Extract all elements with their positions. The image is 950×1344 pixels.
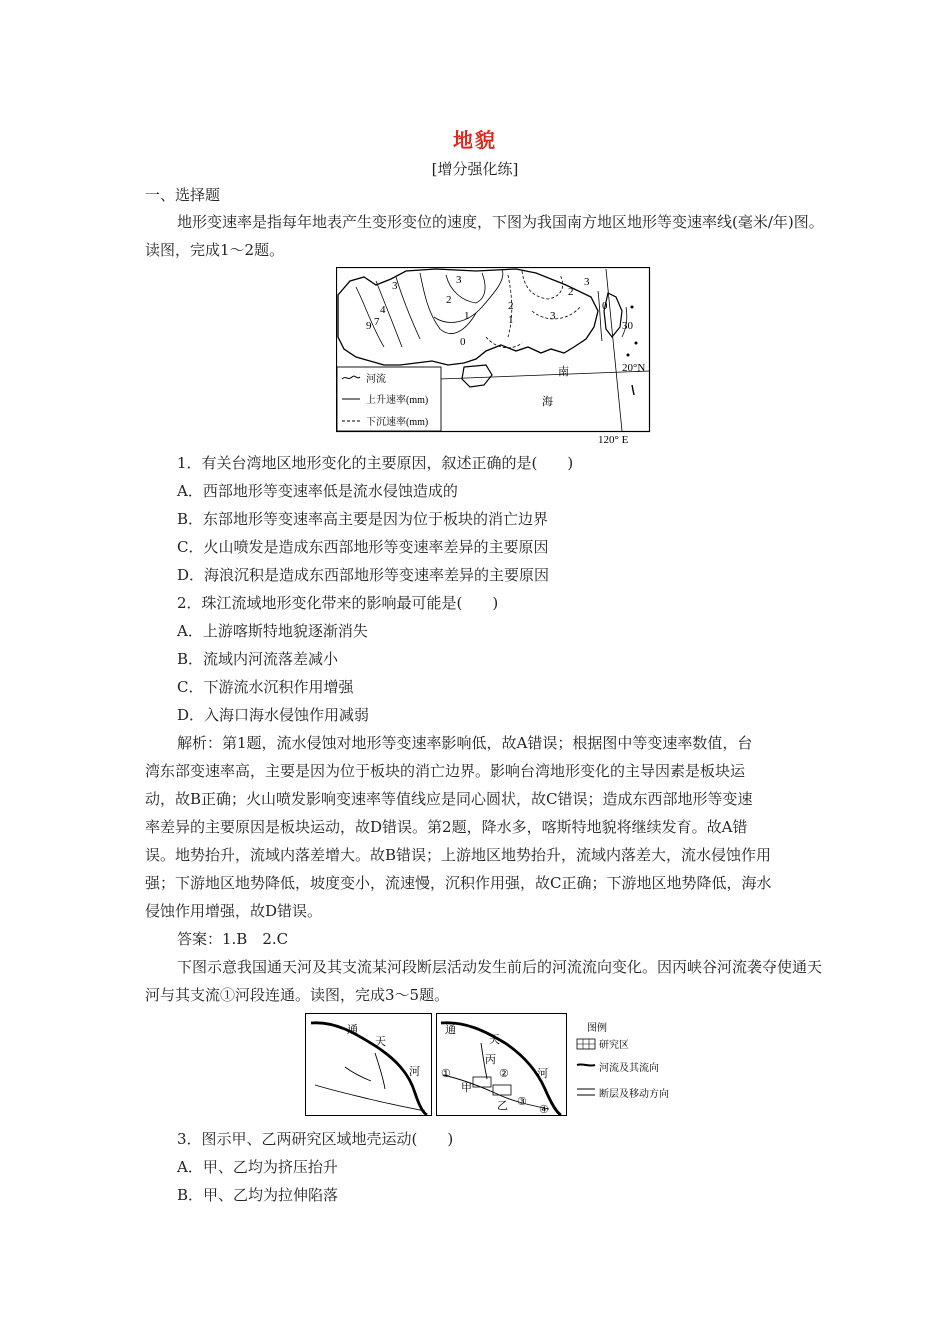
question-3-stem: 3．图示甲、乙两研究区域地壳运动( ) bbox=[177, 1130, 454, 1148]
contour-label: 7 bbox=[374, 316, 380, 328]
deformation-rate-map bbox=[336, 267, 652, 445]
sea-label: 海 bbox=[542, 396, 553, 408]
area-label: 丙 bbox=[485, 1054, 496, 1066]
analysis-line: 解析：第1题，流水侵蚀对地形等变速率影响低，故A错误；根据图中等变速率数值，台 bbox=[177, 734, 753, 752]
answer-line: 答案：1.B 2.C bbox=[177, 930, 289, 948]
contour-label: 3 bbox=[456, 274, 462, 286]
analysis-line: 侵蚀作用增强，故D错误。 bbox=[145, 902, 323, 920]
circled-number: ④ bbox=[539, 1104, 549, 1116]
question-1-option: D．海浪沉积是造成东西部地形等变速率差异的主要原因 bbox=[177, 566, 550, 584]
question-2-option: B．流域内河流落差减小 bbox=[177, 650, 339, 668]
question-1-option: B．东部地形等变速率高主要是因为位于板块的消亡边界 bbox=[177, 510, 549, 528]
legend-study-label: 研究区 bbox=[599, 1040, 629, 1051]
question-1-option: C．火山喷发是造成东西部地形等变速率差异的主要原因 bbox=[177, 538, 549, 556]
legend-fault-label: 断层及移动方向 bbox=[599, 1089, 669, 1100]
contour-label: 1 bbox=[464, 310, 470, 322]
contour-label: 4 bbox=[380, 304, 386, 316]
small-island bbox=[631, 306, 634, 309]
contour-label: 2 bbox=[446, 294, 452, 306]
contour-label: 3 bbox=[550, 310, 556, 322]
legend-river-symbol bbox=[577, 1064, 595, 1065]
contour-label: 3 bbox=[392, 280, 398, 292]
question-1-stem: 1．有关台湾地区地形变化的主要原因，叙述正确的是( ) bbox=[177, 454, 574, 472]
question-2-option: C．下游流水沉积作用增强 bbox=[177, 678, 354, 696]
circled-number: ③ bbox=[517, 1096, 527, 1108]
contour-label: 0 bbox=[602, 300, 608, 312]
small-island bbox=[627, 354, 630, 357]
contour-label: 3 bbox=[584, 276, 590, 288]
analysis-line: 动，故B正确；火山喷发影响变速率等值线应是同心圆状，故C错误；造成东西部地形等变速 bbox=[145, 790, 753, 808]
analysis-line: 湾东部变速率高，主要是因为位于板块的消亡边界。影响台湾地形变化的主导因素是板块运 bbox=[145, 762, 746, 780]
river-name-char: 天 bbox=[489, 1034, 500, 1046]
contour-label: 0 bbox=[460, 336, 466, 348]
legend-river-label: 河流 bbox=[366, 374, 386, 385]
analysis-line: 强；下游地区地势降低，坡度变小，流速慢，沉积作用强，故C正确；下游地区地势降低，海水 bbox=[145, 874, 772, 892]
area-label: 甲 bbox=[461, 1082, 472, 1094]
legend-uplift-label: 上升速率(mm) bbox=[366, 395, 429, 406]
river-name-char: 河 bbox=[537, 1068, 548, 1080]
question-3-option: B．甲、乙均为拉伸陷落 bbox=[177, 1186, 339, 1204]
question-3-option: A．甲、乙均为挤压抬升 bbox=[177, 1158, 338, 1176]
small-island bbox=[635, 342, 638, 345]
river-capture-diagram bbox=[305, 1013, 705, 1119]
question-2-stem: 2．珠江流域地形变化带来的影响最可能是( ) bbox=[177, 594, 499, 612]
contour-label: 9 bbox=[366, 320, 372, 332]
circled-number: ① bbox=[441, 1068, 451, 1080]
river-name-char: 通 bbox=[347, 1024, 358, 1036]
latitude-label: 20°N bbox=[622, 362, 646, 374]
longitude-label: 120° E bbox=[598, 434, 629, 445]
circled-number: ② bbox=[499, 1068, 509, 1080]
area-label: 乙 bbox=[497, 1100, 508, 1112]
intro-paragraph-1: 地形变速率是指每年地表产生变形变位的速度，下图为我国南方地区地形等变速率线(毫米/年)图。读图，完成1～2题。 bbox=[145, 213, 824, 259]
analysis-line: 误。地势抬升，流域内落差增大。故B错误；上游地区地势抬升，流域内落差大，流水侵蚀作用 bbox=[145, 846, 772, 864]
section-heading: 一、选择题 bbox=[145, 186, 221, 204]
contour-label: 1 bbox=[508, 314, 514, 326]
contour-label: 2 bbox=[508, 300, 514, 312]
contour-label: 30 bbox=[622, 320, 633, 332]
intro-paragraph-2: 下图示意我国通天河及其支流某河段断层活动发生前后的河流流向变化。因丙峡谷河流袭夺使通天河与其支流①河段连通。读图，完成3～5题。 bbox=[145, 958, 823, 1004]
panel-before bbox=[306, 1014, 432, 1116]
page-subtitle: [增分强化练] bbox=[431, 160, 519, 178]
contour-label: 2 bbox=[568, 286, 574, 298]
sea-label: 南 bbox=[558, 366, 569, 378]
question-2-option: A．上游喀斯特地貌逐渐消失 bbox=[177, 622, 368, 640]
map-figure bbox=[336, 267, 652, 445]
river-name-char: 通 bbox=[445, 1024, 456, 1036]
river-name-char: 河 bbox=[409, 1066, 420, 1078]
question-1-option: A．西部地形等变速率低是流水侵蚀造成的 bbox=[177, 482, 458, 500]
capture-figure bbox=[305, 1013, 705, 1119]
question-2-option: D．入海口海水侵蚀作用减弱 bbox=[177, 706, 370, 724]
analysis-line: 率差异的主要原因是板块运动，故D错误。第2题，降水多，喀斯特地貌将继续发育。故A错 bbox=[145, 818, 748, 836]
river-name-char: 天 bbox=[375, 1036, 386, 1048]
legend-river-label: 河流及其流向 bbox=[599, 1063, 659, 1074]
legend-title: 图例 bbox=[587, 1023, 607, 1034]
page-title: 地貌 bbox=[453, 128, 497, 152]
legend-subside-label: 下沉速率(mm) bbox=[366, 417, 429, 428]
